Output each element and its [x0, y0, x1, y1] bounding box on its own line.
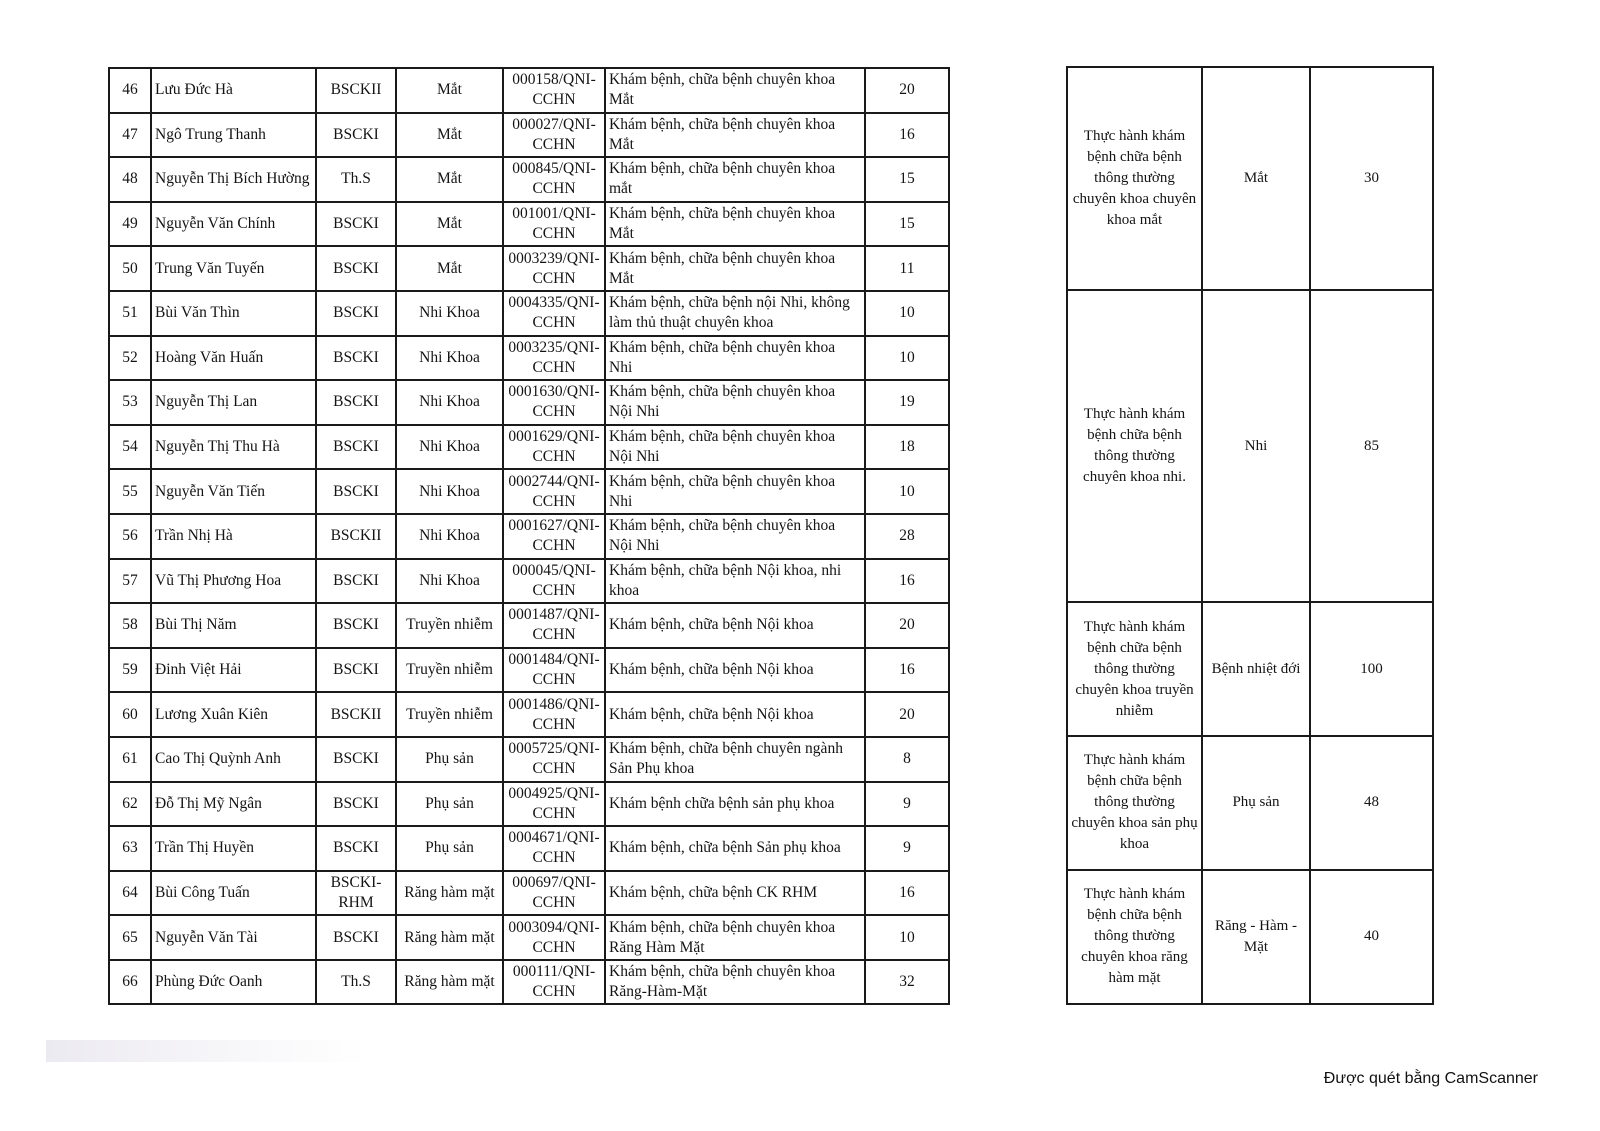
certificate-number-cell: 000158/QNI-CCHN — [503, 68, 605, 113]
table-row — [109, 246, 949, 291]
degree-cell: BSCKI — [316, 336, 396, 381]
specialty-cell: Mắt — [396, 157, 503, 202]
practice-field-cell: Bệnh nhiệt đới — [1202, 602, 1310, 736]
practice-hours-cell: 40 — [1310, 870, 1433, 1004]
certificate-number-cell: 0005725/QNI-CCHN — [503, 737, 605, 782]
certificate-number-cell: 0003235/QNI-CCHN — [503, 336, 605, 381]
specialty-cell: Mắt — [396, 113, 503, 158]
staff-name-cell: Lưu Đức Hà — [151, 68, 316, 113]
degree-cell: BSCKI — [316, 648, 396, 693]
specialty-cell: Nhi Khoa — [396, 559, 503, 604]
practice-scope-cell: Khám bệnh, chữa bệnh Nội khoa — [605, 648, 865, 693]
specialty-cell: Răng hàm mặt — [396, 871, 503, 916]
specialty-cell: Nhi Khoa — [396, 469, 503, 514]
degree-cell: BSCKI — [316, 915, 396, 960]
staff-name-cell: Ngô Trung Thanh — [151, 113, 316, 158]
years-experience-cell: 15 — [865, 202, 949, 247]
certificate-number-cell: 0004925/QNI-CCHN — [503, 782, 605, 827]
practice-scope-cell: Khám bệnh, chữa bệnh chuyên khoa Nhi — [605, 336, 865, 381]
certificate-number-cell: 0001629/QNI-CCHN — [503, 425, 605, 470]
row-number-cell: 46 — [109, 68, 151, 113]
degree-cell: BSCKII — [316, 692, 396, 737]
practice-field-cell: Mắt — [1202, 67, 1310, 290]
row-number-cell: 60 — [109, 692, 151, 737]
table-row — [109, 826, 949, 871]
table-row — [109, 113, 949, 158]
practice-group-row — [1067, 67, 1433, 290]
practice-content-cell: Thực hành khám bệnh chữa bệnh thông thường chuyên khoa sản phụ khoa — [1067, 736, 1202, 870]
staff-name-cell: Nguyễn Văn Chính — [151, 202, 316, 247]
specialty-cell: Truyền nhiễm — [396, 692, 503, 737]
specialty-cell: Nhi Khoa — [396, 514, 503, 559]
certificate-number-cell: 000045/QNI-CCHN — [503, 559, 605, 604]
certificate-number-cell: 0001484/QNI-CCHN — [503, 648, 605, 693]
specialty-cell: Răng hàm mặt — [396, 915, 503, 960]
staff-name-cell: Trung Văn Tuyến — [151, 246, 316, 291]
row-number-cell: 63 — [109, 826, 151, 871]
practice-scope-cell: Khám bệnh, chữa bệnh Nội khoa, nhi khoa — [605, 559, 865, 604]
staff-name-cell: Bùi Văn Thìn — [151, 291, 316, 336]
table-row — [109, 336, 949, 381]
specialty-cell: Phụ sản — [396, 826, 503, 871]
scanner-watermark: Được quét bằng CamScanner — [1323, 1070, 1538, 1087]
practice-scope-cell: Khám bệnh, chữa bệnh chuyên khoa Mắt — [605, 246, 865, 291]
practice-hours-cell: 100 — [1310, 602, 1433, 736]
years-experience-cell: 20 — [865, 603, 949, 648]
practice-content-cell: Thực hành khám bệnh chữa bệnh thông thường chuyên khoa răng hàm mặt — [1067, 870, 1202, 1004]
practice-group-row — [1067, 870, 1433, 1004]
years-experience-cell: 19 — [865, 380, 949, 425]
years-experience-cell: 10 — [865, 336, 949, 381]
staff-name-cell: Vũ Thị Phương Hoa — [151, 559, 316, 604]
staff-name-cell: Phùng Đức Oanh — [151, 960, 316, 1005]
table-row — [109, 157, 949, 202]
practice-scope-cell: Khám bệnh, chữa bệnh Sản phụ khoa — [605, 826, 865, 871]
practice-scope-cell: Khám bệnh, chữa bệnh Nội khoa — [605, 692, 865, 737]
certificate-number-cell: 0004671/QNI-CCHN — [503, 826, 605, 871]
staff-name-cell: Lương Xuân Kiên — [151, 692, 316, 737]
degree-cell: BSCKI — [316, 246, 396, 291]
practice-content-cell: Thực hành khám bệnh chữa bệnh thông thường chuyên khoa chuyên khoa mắt — [1067, 67, 1202, 290]
staff-table — [108, 67, 950, 1005]
staff-name-cell: Cao Thị Quỳnh Anh — [151, 737, 316, 782]
practice-scope-cell: Khám bệnh, chữa bệnh Nội khoa — [605, 603, 865, 648]
certificate-number-cell: 0004335/QNI-CCHN — [503, 291, 605, 336]
row-number-cell: 49 — [109, 202, 151, 247]
specialty-cell: Nhi Khoa — [396, 380, 503, 425]
table-row — [109, 692, 949, 737]
staff-name-cell: Hoàng Văn Huấn — [151, 336, 316, 381]
table-row — [109, 469, 949, 514]
staff-name-cell: Nguyễn Thị Lan — [151, 380, 316, 425]
table-row — [109, 737, 949, 782]
practice-group-row — [1067, 290, 1433, 602]
table-row — [109, 603, 949, 648]
certificate-number-cell: 0003094/QNI-CCHN — [503, 915, 605, 960]
certificate-number-cell: 000027/QNI-CCHN — [503, 113, 605, 158]
degree-cell: Th.S — [316, 157, 396, 202]
degree-cell: BSCKI-RHM — [316, 871, 396, 916]
degree-cell: BSCKI — [316, 202, 396, 247]
practice-table — [1066, 66, 1434, 1005]
specialty-cell: Nhi Khoa — [396, 425, 503, 470]
years-experience-cell: 15 — [865, 157, 949, 202]
practice-scope-cell: Khám bệnh, chữa bệnh chuyên ngành Sản Phụ khoa — [605, 737, 865, 782]
years-experience-cell: 10 — [865, 469, 949, 514]
years-experience-cell: 32 — [865, 960, 949, 1005]
certificate-number-cell: 0001630/QNI-CCHN — [503, 380, 605, 425]
degree-cell: BSCKI — [316, 559, 396, 604]
table-row — [109, 559, 949, 604]
certificate-number-cell: 0003239/QNI-CCHN — [503, 246, 605, 291]
practice-scope-cell: Khám bệnh, chữa bệnh chuyên khoa Răng-Hàm-Mặt — [605, 960, 865, 1005]
row-number-cell: 62 — [109, 782, 151, 827]
years-experience-cell: 18 — [865, 425, 949, 470]
degree-cell: BSCKI — [316, 113, 396, 158]
practice-scope-cell: Khám bệnh, chữa bệnh chuyên khoa Mắt — [605, 68, 865, 113]
practice-field-cell: Răng - Hàm - Mặt — [1202, 870, 1310, 1004]
specialty-cell: Mắt — [396, 202, 503, 247]
staff-name-cell: Đỗ Thị Mỹ Ngân — [151, 782, 316, 827]
table-row — [109, 68, 949, 113]
practice-field-cell: Nhi — [1202, 290, 1310, 602]
certificate-number-cell: 0001487/QNI-CCHN — [503, 603, 605, 648]
specialty-cell: Nhi Khoa — [396, 336, 503, 381]
table-row — [109, 915, 949, 960]
staff-name-cell: Đinh Việt Hải — [151, 648, 316, 693]
row-number-cell: 59 — [109, 648, 151, 693]
row-number-cell: 66 — [109, 960, 151, 1005]
staff-name-cell: Nguyễn Văn Tiến — [151, 469, 316, 514]
practice-scope-cell: Khám bệnh chữa bệnh sản phụ khoa — [605, 782, 865, 827]
row-number-cell: 50 — [109, 246, 151, 291]
certificate-number-cell: 000697/QNI-CCHN — [503, 871, 605, 916]
years-experience-cell: 8 — [865, 737, 949, 782]
row-number-cell: 64 — [109, 871, 151, 916]
specialty-cell: Truyền nhiễm — [396, 603, 503, 648]
certificate-number-cell: 000111/QNI-CCHN — [503, 960, 605, 1005]
years-experience-cell: 11 — [865, 246, 949, 291]
practice-field-cell: Phụ sản — [1202, 736, 1310, 870]
years-experience-cell: 16 — [865, 559, 949, 604]
row-number-cell: 55 — [109, 469, 151, 514]
table-row — [109, 425, 949, 470]
practice-hours-cell: 30 — [1310, 67, 1433, 290]
years-experience-cell: 16 — [865, 648, 949, 693]
specialty-cell: Phụ sản — [396, 782, 503, 827]
row-number-cell: 58 — [109, 603, 151, 648]
degree-cell: BSCKI — [316, 826, 396, 871]
degree-cell: BSCKI — [316, 782, 396, 827]
years-experience-cell: 20 — [865, 68, 949, 113]
staff-name-cell: Bùi Công Tuấn — [151, 871, 316, 916]
years-experience-cell: 10 — [865, 915, 949, 960]
practice-scope-cell: Khám bệnh, chữa bệnh chuyên khoa Mắt — [605, 202, 865, 247]
years-experience-cell: 9 — [865, 826, 949, 871]
certificate-number-cell: 001001/QNI-CCHN — [503, 202, 605, 247]
specialty-cell: Răng hàm mặt — [396, 960, 503, 1005]
practice-scope-cell: Khám bệnh, chữa bệnh chuyên khoa Mắt — [605, 113, 865, 158]
practice-group-row — [1067, 602, 1433, 736]
practice-hours-cell: 48 — [1310, 736, 1433, 870]
practice-scope-cell: Khám bệnh, chữa bệnh chuyên khoa Răng Hàm Mặt — [605, 915, 865, 960]
practice-scope-cell: Khám bệnh, chữa bệnh nội Nhi, không làm thủ thuật chuyên khoa — [605, 291, 865, 336]
degree-cell: Th.S — [316, 960, 396, 1005]
practice-content-cell: Thực hành khám bệnh chữa bệnh thông thường chuyên khoa truyền nhiễm — [1067, 602, 1202, 736]
degree-cell: BSCKI — [316, 425, 396, 470]
row-number-cell: 52 — [109, 336, 151, 381]
certificate-number-cell: 0001627/QNI-CCHN — [503, 514, 605, 559]
scan-shadow — [46, 1040, 366, 1062]
practice-scope-cell: Khám bệnh, chữa bệnh chuyên khoa Nhi — [605, 469, 865, 514]
practice-scope-cell: Khám bệnh, chữa bệnh chuyên khoa Nội Nhi — [605, 380, 865, 425]
table-row — [109, 960, 949, 1005]
table-row — [109, 291, 949, 336]
years-experience-cell: 10 — [865, 291, 949, 336]
degree-cell: BSCKI — [316, 737, 396, 782]
practice-group-row — [1067, 736, 1433, 870]
practice-content-cell: Thực hành khám bệnh chữa bệnh thông thường chuyên khoa nhi. — [1067, 290, 1202, 602]
degree-cell: BSCKII — [316, 68, 396, 113]
table-row — [109, 648, 949, 693]
years-experience-cell: 16 — [865, 871, 949, 916]
practice-table-body — [1067, 67, 1433, 1004]
row-number-cell: 54 — [109, 425, 151, 470]
row-number-cell: 51 — [109, 291, 151, 336]
specialty-cell: Mắt — [396, 246, 503, 291]
certificate-number-cell: 000845/QNI-CCHN — [503, 157, 605, 202]
specialty-cell: Phụ sản — [396, 737, 503, 782]
staff-table-body — [109, 68, 949, 1004]
staff-name-cell: Trần Nhị Hà — [151, 514, 316, 559]
specialty-cell: Nhi Khoa — [396, 291, 503, 336]
specialty-cell: Truyền nhiễm — [396, 648, 503, 693]
table-row — [109, 871, 949, 916]
degree-cell: BSCKI — [316, 469, 396, 514]
staff-name-cell: Nguyễn Thị Thu Hà — [151, 425, 316, 470]
practice-scope-cell: Khám bệnh, chữa bệnh chuyên khoa mắt — [605, 157, 865, 202]
years-experience-cell: 20 — [865, 692, 949, 737]
row-number-cell: 61 — [109, 737, 151, 782]
row-number-cell: 56 — [109, 514, 151, 559]
years-experience-cell: 16 — [865, 113, 949, 158]
table-row — [109, 782, 949, 827]
years-experience-cell: 28 — [865, 514, 949, 559]
degree-cell: BSCKI — [316, 380, 396, 425]
table-row — [109, 514, 949, 559]
row-number-cell: 48 — [109, 157, 151, 202]
table-row — [109, 380, 949, 425]
practice-scope-cell: Khám bệnh, chữa bệnh chuyên khoa Nội Nhi — [605, 425, 865, 470]
certificate-number-cell: 0002744/QNI-CCHN — [503, 469, 605, 514]
staff-name-cell: Bùi Thị Năm — [151, 603, 316, 648]
row-number-cell: 65 — [109, 915, 151, 960]
practice-hours-cell: 85 — [1310, 290, 1433, 602]
practice-scope-cell: Khám bệnh, chữa bệnh CK RHM — [605, 871, 865, 916]
row-number-cell: 53 — [109, 380, 151, 425]
certificate-number-cell: 0001486/QNI-CCHN — [503, 692, 605, 737]
row-number-cell: 57 — [109, 559, 151, 604]
staff-name-cell: Nguyễn Thị Bích Hường — [151, 157, 316, 202]
table-row — [109, 202, 949, 247]
practice-scope-cell: Khám bệnh, chữa bệnh chuyên khoa Nội Nhi — [605, 514, 865, 559]
degree-cell: BSCKII — [316, 514, 396, 559]
staff-name-cell: Trần Thị Huyền — [151, 826, 316, 871]
staff-name-cell: Nguyễn Văn Tài — [151, 915, 316, 960]
years-experience-cell: 9 — [865, 782, 949, 827]
row-number-cell: 47 — [109, 113, 151, 158]
degree-cell: BSCKI — [316, 603, 396, 648]
specialty-cell: Mắt — [396, 68, 503, 113]
degree-cell: BSCKI — [316, 291, 396, 336]
